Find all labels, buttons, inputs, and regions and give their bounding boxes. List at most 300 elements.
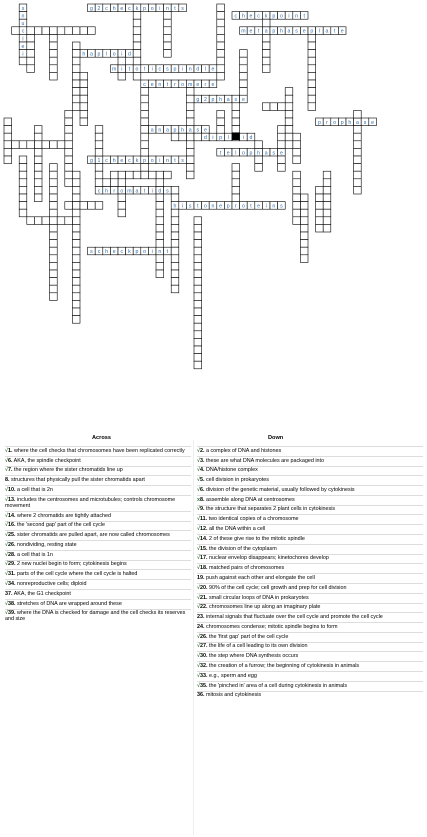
grid-cell[interactable] xyxy=(95,141,103,149)
grid-cell[interactable] xyxy=(270,103,278,111)
grid-cell[interactable] xyxy=(354,141,362,149)
grid-cell[interactable] xyxy=(72,209,80,217)
grid-cell[interactable] xyxy=(217,57,225,65)
grid-cell[interactable] xyxy=(354,156,362,164)
grid-cell[interactable] xyxy=(50,209,58,217)
grid-cell[interactable] xyxy=(80,95,88,103)
grid-cell[interactable] xyxy=(323,179,331,187)
grid-cell[interactable] xyxy=(42,217,50,225)
grid-cell[interactable] xyxy=(308,80,316,88)
grid-cell[interactable] xyxy=(118,194,126,202)
grid-cell[interactable] xyxy=(194,262,202,270)
grid-cell[interactable] xyxy=(42,141,50,149)
grid-cell[interactable] xyxy=(308,88,316,96)
grid-cell[interactable] xyxy=(50,240,58,248)
grid-cell[interactable] xyxy=(164,171,172,179)
grid-cell[interactable] xyxy=(34,217,42,225)
grid-cell[interactable] xyxy=(27,57,35,65)
grid-cell[interactable] xyxy=(65,148,73,156)
grid-cell[interactable] xyxy=(141,171,149,179)
grid-cell[interactable] xyxy=(156,202,164,210)
grid-cell[interactable] xyxy=(34,179,42,187)
grid-cell[interactable] xyxy=(171,270,179,278)
grid-cell[interactable] xyxy=(72,80,80,88)
grid-cell[interactable] xyxy=(323,209,331,217)
grid-cell[interactable] xyxy=(186,164,194,172)
grid-cell[interactable] xyxy=(156,217,164,225)
grid-cell[interactable] xyxy=(156,194,164,202)
grid-cell[interactable] xyxy=(72,262,80,270)
grid-cell[interactable] xyxy=(141,141,149,149)
grid-cell[interactable] xyxy=(118,171,126,179)
grid-cell[interactable] xyxy=(65,126,73,134)
grid-cell[interactable] xyxy=(50,42,58,50)
grid-cell[interactable] xyxy=(194,232,202,240)
grid-cell[interactable] xyxy=(27,65,35,73)
grid-cell[interactable] xyxy=(171,232,179,240)
grid-cell[interactable] xyxy=(285,133,293,141)
grid-cell[interactable] xyxy=(34,141,42,149)
grid-cell[interactable] xyxy=(278,103,286,111)
grid-cell[interactable] xyxy=(118,57,126,65)
grid-cell[interactable] xyxy=(186,141,194,149)
grid-cell[interactable] xyxy=(232,164,240,172)
grid-cell[interactable] xyxy=(72,285,80,293)
grid-cell[interactable] xyxy=(50,232,58,240)
grid-cell[interactable] xyxy=(126,171,134,179)
grid-cell[interactable] xyxy=(300,240,308,248)
grid-cell[interactable] xyxy=(194,338,202,346)
grid-cell[interactable] xyxy=(27,27,35,35)
grid-cell[interactable] xyxy=(240,72,248,80)
grid-cell[interactable] xyxy=(72,217,80,225)
grid-cell[interactable] xyxy=(308,65,316,73)
grid-cell[interactable] xyxy=(72,240,80,248)
grid-cell[interactable] xyxy=(316,202,324,210)
grid-cell[interactable] xyxy=(156,270,164,278)
grid-cell[interactable] xyxy=(50,164,58,172)
grid-cell[interactable] xyxy=(19,179,27,187)
grid-cell[interactable] xyxy=(50,202,58,210)
grid-cell[interactable] xyxy=(194,323,202,331)
grid-cell[interactable] xyxy=(308,34,316,42)
grid-cell[interactable] xyxy=(34,156,42,164)
grid-cell[interactable] xyxy=(50,255,58,263)
grid-cell[interactable] xyxy=(19,171,27,179)
grid-cell[interactable] xyxy=(171,255,179,263)
grid-cell[interactable] xyxy=(194,300,202,308)
grid-cell[interactable] xyxy=(285,88,293,96)
grid-cell[interactable] xyxy=(72,179,80,187)
grid-cell[interactable] xyxy=(95,179,103,187)
grid-cell[interactable] xyxy=(50,217,58,225)
grid-cell[interactable] xyxy=(80,118,88,126)
grid-cell[interactable] xyxy=(50,171,58,179)
grid-cell[interactable] xyxy=(300,255,308,263)
grid-cell[interactable] xyxy=(171,262,179,270)
grid-cell[interactable] xyxy=(42,27,50,35)
grid-cell[interactable] xyxy=(65,171,73,179)
grid-cell[interactable] xyxy=(194,331,202,339)
grid-cell[interactable] xyxy=(186,133,194,141)
grid-cell[interactable] xyxy=(27,217,35,225)
grid-cell[interactable] xyxy=(50,179,58,187)
grid-cell[interactable] xyxy=(240,65,248,73)
grid-cell[interactable] xyxy=(50,186,58,194)
grid-cell[interactable] xyxy=(72,171,80,179)
grid-cell[interactable] xyxy=(72,194,80,202)
grid-cell[interactable] xyxy=(141,110,149,118)
grid-cell[interactable] xyxy=(50,224,58,232)
grid-cell[interactable] xyxy=(316,224,324,232)
grid-cell[interactable] xyxy=(255,141,263,149)
grid-cell[interactable] xyxy=(19,141,27,149)
grid-cell[interactable] xyxy=(300,217,308,225)
grid-cell[interactable] xyxy=(194,240,202,248)
grid-cell[interactable] xyxy=(34,164,42,172)
grid-cell[interactable] xyxy=(308,95,316,103)
grid-cell[interactable] xyxy=(232,118,240,126)
grid-cell[interactable] xyxy=(278,164,286,172)
grid-cell[interactable] xyxy=(57,27,65,35)
grid-cell[interactable] xyxy=(34,186,42,194)
grid-cell[interactable] xyxy=(72,270,80,278)
grid-cell[interactable] xyxy=(118,202,126,210)
grid-cell[interactable] xyxy=(217,12,225,20)
grid-cell[interactable] xyxy=(262,103,270,111)
grid-cell[interactable] xyxy=(164,34,172,42)
grid-cell[interactable] xyxy=(34,126,42,134)
grid-cell[interactable] xyxy=(141,88,149,96)
grid-cell[interactable] xyxy=(308,50,316,58)
grid-cell[interactable] xyxy=(164,42,172,50)
grid-cell[interactable] xyxy=(232,103,240,111)
grid-cell[interactable] xyxy=(262,50,270,58)
grid-cell[interactable] xyxy=(171,278,179,286)
grid-cell[interactable] xyxy=(133,34,141,42)
grid-cell[interactable] xyxy=(72,103,80,111)
grid-cell[interactable] xyxy=(72,278,80,286)
grid-cell[interactable] xyxy=(50,57,58,65)
grid-cell[interactable] xyxy=(217,72,225,80)
grid-cell[interactable] xyxy=(217,42,225,50)
grid-cell[interactable] xyxy=(12,141,20,149)
grid-cell[interactable] xyxy=(95,126,103,134)
grid-cell[interactable] xyxy=(80,80,88,88)
grid-cell[interactable] xyxy=(262,57,270,65)
grid-cell[interactable] xyxy=(217,19,225,27)
grid-cell[interactable] xyxy=(65,164,73,172)
grid-cell[interactable] xyxy=(164,12,172,20)
grid-cell[interactable] xyxy=(232,171,240,179)
grid-cell[interactable] xyxy=(72,300,80,308)
grid-cell[interactable] xyxy=(118,179,126,187)
grid-cell[interactable] xyxy=(65,156,73,164)
grid-cell[interactable] xyxy=(80,103,88,111)
grid-cell[interactable] xyxy=(133,50,141,58)
grid-cell[interactable] xyxy=(72,72,80,80)
grid-cell[interactable] xyxy=(133,12,141,20)
grid-cell[interactable] xyxy=(72,232,80,240)
grid-cell[interactable] xyxy=(141,148,149,156)
grid-cell[interactable] xyxy=(12,27,20,35)
grid-cell[interactable] xyxy=(19,164,27,172)
grid-cell[interactable] xyxy=(354,110,362,118)
grid-cell[interactable] xyxy=(88,27,96,35)
grid-cell[interactable] xyxy=(156,232,164,240)
grid-cell[interactable] xyxy=(194,278,202,286)
grid-cell[interactable] xyxy=(194,217,202,225)
grid-cell[interactable] xyxy=(80,202,88,210)
grid-cell[interactable] xyxy=(186,148,194,156)
grid-cell[interactable] xyxy=(240,57,248,65)
grid-cell[interactable] xyxy=(118,209,126,217)
grid-cell[interactable] xyxy=(65,118,73,126)
grid-cell[interactable] xyxy=(285,118,293,126)
grid-cell[interactable] xyxy=(354,186,362,194)
grid-cell[interactable] xyxy=(354,133,362,141)
grid-cell[interactable] xyxy=(293,217,301,225)
grid-cell[interactable] xyxy=(133,171,141,179)
grid-cell[interactable] xyxy=(232,194,240,202)
grid-cell[interactable] xyxy=(217,27,225,35)
grid-cell[interactable] xyxy=(217,118,225,126)
grid-cell[interactable] xyxy=(300,224,308,232)
grid-cell[interactable] xyxy=(300,209,308,217)
grid-cell[interactable] xyxy=(72,293,80,301)
grid-cell[interactable] xyxy=(34,148,42,156)
grid-cell[interactable] xyxy=(354,179,362,187)
grid-cell[interactable] xyxy=(316,186,324,194)
grid-cell[interactable] xyxy=(80,72,88,80)
grid-cell[interactable] xyxy=(171,186,179,194)
grid-cell[interactable] xyxy=(72,50,80,58)
grid-cell[interactable] xyxy=(72,42,80,50)
grid-cell[interactable] xyxy=(65,27,73,35)
grid-cell[interactable] xyxy=(50,278,58,286)
grid-cell[interactable] xyxy=(148,171,156,179)
grid-cell[interactable] xyxy=(285,141,293,149)
grid-cell[interactable] xyxy=(156,179,164,187)
grid-cell[interactable] xyxy=(354,148,362,156)
grid-cell[interactable] xyxy=(50,247,58,255)
grid-cell[interactable] xyxy=(141,126,149,134)
grid-cell[interactable] xyxy=(278,141,286,149)
grid-cell[interactable] xyxy=(316,194,324,202)
grid-cell[interactable] xyxy=(217,110,225,118)
grid-cell[interactable] xyxy=(65,133,73,141)
grid-cell[interactable] xyxy=(65,141,73,149)
grid-cell[interactable] xyxy=(141,133,149,141)
grid-cell[interactable] xyxy=(72,88,80,96)
grid-cell[interactable] xyxy=(354,171,362,179)
grid-cell[interactable] xyxy=(95,133,103,141)
grid-cell[interactable] xyxy=(262,34,270,42)
grid-cell[interactable] xyxy=(4,141,12,149)
grid-cell[interactable] xyxy=(156,262,164,270)
grid-cell[interactable] xyxy=(141,164,149,172)
grid-cell[interactable] xyxy=(323,171,331,179)
grid-cell[interactable] xyxy=(186,88,194,96)
grid-cell[interactable] xyxy=(88,202,96,210)
grid-cell[interactable] xyxy=(72,255,80,263)
grid-cell[interactable] xyxy=(323,217,331,225)
grid-cell[interactable] xyxy=(171,209,179,217)
grid-cell[interactable] xyxy=(262,65,270,73)
grid-cell[interactable] xyxy=(186,103,194,111)
grid-cell[interactable] xyxy=(80,88,88,96)
grid-cell[interactable] xyxy=(50,72,58,80)
grid-cell[interactable] xyxy=(217,126,225,134)
grid-cell[interactable] xyxy=(164,27,172,35)
grid-cell[interactable] xyxy=(293,171,301,179)
grid-cell[interactable] xyxy=(72,65,80,73)
grid-cell[interactable] xyxy=(278,156,286,164)
grid-cell[interactable] xyxy=(50,50,58,58)
grid-cell[interactable] xyxy=(232,126,240,134)
grid-cell[interactable] xyxy=(316,217,324,225)
grid-cell[interactable] xyxy=(300,232,308,240)
grid-cell[interactable] xyxy=(95,148,103,156)
grid-cell[interactable] xyxy=(72,247,80,255)
grid-cell[interactable] xyxy=(19,57,27,65)
grid-cell[interactable] xyxy=(19,202,27,210)
grid-cell[interactable] xyxy=(194,270,202,278)
grid-cell[interactable] xyxy=(4,156,12,164)
grid-cell[interactable] xyxy=(164,19,172,27)
grid-cell[interactable] xyxy=(354,126,362,134)
grid-cell[interactable] xyxy=(65,202,73,210)
grid-cell[interactable] xyxy=(186,171,194,179)
grid-cell[interactable] xyxy=(308,42,316,50)
grid-cell[interactable] xyxy=(171,285,179,293)
grid-cell[interactable] xyxy=(27,50,35,58)
grid-cell[interactable] xyxy=(34,133,42,141)
grid-cell[interactable] xyxy=(72,316,80,324)
grid-cell[interactable] xyxy=(50,65,58,73)
grid-cell[interactable] xyxy=(186,118,194,126)
grid-cell[interactable] xyxy=(293,141,301,149)
grid-cell[interactable] xyxy=(354,164,362,172)
grid-cell[interactable] xyxy=(217,34,225,42)
grid-cell[interactable] xyxy=(34,194,42,202)
grid-cell[interactable] xyxy=(4,133,12,141)
grid-cell[interactable] xyxy=(194,354,202,362)
grid-cell[interactable] xyxy=(300,247,308,255)
grid-cell[interactable] xyxy=(171,217,179,225)
grid-cell[interactable] xyxy=(19,186,27,194)
grid-cell[interactable] xyxy=(50,270,58,278)
grid-cell[interactable] xyxy=(194,308,202,316)
grid-cell[interactable] xyxy=(171,224,179,232)
grid-cell[interactable] xyxy=(255,164,263,172)
grid-cell[interactable] xyxy=(262,42,270,50)
grid-cell[interactable] xyxy=(72,308,80,316)
grid-cell[interactable] xyxy=(186,95,194,103)
grid-cell[interactable] xyxy=(194,247,202,255)
grid-cell[interactable] xyxy=(308,103,316,111)
grid-cell[interactable] xyxy=(240,80,248,88)
grid-cell[interactable] xyxy=(57,141,65,149)
grid-cell[interactable] xyxy=(194,285,202,293)
grid-cell[interactable] xyxy=(141,95,149,103)
grid-cell[interactable] xyxy=(232,186,240,194)
grid-cell[interactable] xyxy=(57,217,65,225)
grid-cell[interactable] xyxy=(95,164,103,172)
grid-cell[interactable] xyxy=(50,141,58,149)
grid-cell[interactable] xyxy=(293,148,301,156)
grid-cell[interactable] xyxy=(34,27,42,35)
grid-cell[interactable] xyxy=(19,194,27,202)
grid-cell[interactable] xyxy=(110,179,118,187)
grid-cell[interactable] xyxy=(27,34,35,42)
grid-cell[interactable] xyxy=(285,103,293,111)
grid-cell[interactable] xyxy=(171,194,179,202)
grid-cell[interactable] xyxy=(50,34,58,42)
grid-cell[interactable] xyxy=(72,27,80,35)
grid-cell[interactable] xyxy=(72,95,80,103)
grid-cell[interactable] xyxy=(285,126,293,134)
grid-cell[interactable] xyxy=(186,156,194,164)
grid-cell[interactable] xyxy=(141,118,149,126)
grid-cell[interactable] xyxy=(34,171,42,179)
grid-cell[interactable] xyxy=(4,118,12,126)
grid-cell[interactable] xyxy=(72,57,80,65)
grid-cell[interactable] xyxy=(186,110,194,118)
grid-cell[interactable] xyxy=(308,72,316,80)
grid-cell[interactable] xyxy=(19,209,27,217)
grid-cell[interactable] xyxy=(133,72,141,80)
grid-cell[interactable] xyxy=(278,126,286,134)
grid-cell[interactable] xyxy=(300,194,308,202)
grid-cell[interactable] xyxy=(293,179,301,187)
grid-cell[interactable] xyxy=(323,224,331,232)
grid-cell[interactable] xyxy=(95,202,103,210)
grid-cell[interactable] xyxy=(110,171,118,179)
grid-cell[interactable] xyxy=(141,103,149,111)
grid-cell[interactable] xyxy=(300,202,308,210)
grid-cell[interactable] xyxy=(293,194,301,202)
grid-cell[interactable] xyxy=(72,224,80,232)
grid-cell[interactable] xyxy=(194,293,202,301)
grid-cell[interactable] xyxy=(194,255,202,263)
grid-cell[interactable] xyxy=(293,156,301,164)
grid-cell[interactable] xyxy=(133,19,141,27)
grid-cell[interactable] xyxy=(293,209,301,217)
grid-cell[interactable] xyxy=(316,209,324,217)
grid-cell[interactable] xyxy=(262,19,270,27)
grid-cell[interactable] xyxy=(194,224,202,232)
grid-cell[interactable] xyxy=(278,133,286,141)
grid-cell[interactable] xyxy=(285,95,293,103)
grid-cell[interactable] xyxy=(171,247,179,255)
grid-cell[interactable] xyxy=(80,27,88,35)
grid-cell[interactable] xyxy=(65,179,73,187)
grid-cell[interactable] xyxy=(232,179,240,187)
grid-cell[interactable] xyxy=(156,224,164,232)
grid-cell[interactable] xyxy=(293,202,301,210)
grid-cell[interactable] xyxy=(323,194,331,202)
grid-cell[interactable] xyxy=(50,293,58,301)
grid-cell[interactable] xyxy=(255,156,263,164)
grid-cell[interactable] xyxy=(217,65,225,73)
grid-cell[interactable] xyxy=(50,27,58,35)
grid-cell[interactable] xyxy=(156,240,164,248)
grid-cell[interactable] xyxy=(156,255,164,263)
grid-cell[interactable] xyxy=(179,133,187,141)
grid-cell[interactable] xyxy=(171,133,179,141)
grid-cell[interactable] xyxy=(80,110,88,118)
